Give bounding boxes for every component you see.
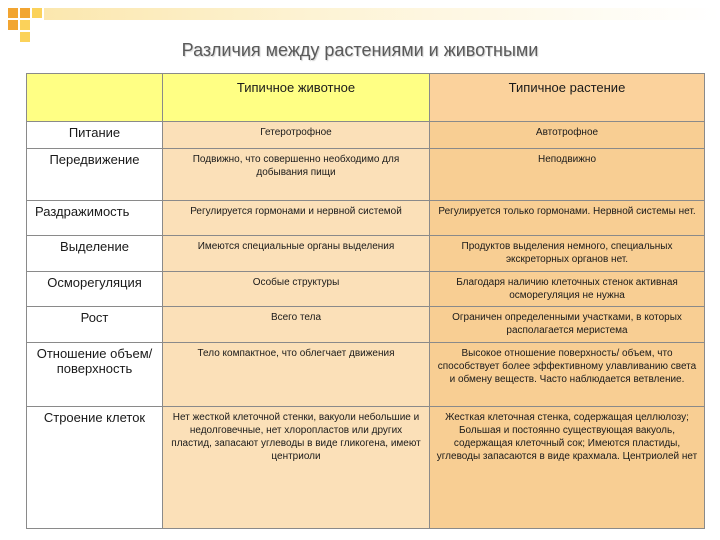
plant-cell	[430, 236, 705, 272]
table-row	[27, 236, 705, 272]
plant-cell	[430, 407, 705, 529]
comparison-table	[26, 73, 705, 529]
header-gradient-bar	[44, 8, 720, 20]
plant-text: Регулируется только гормонами. Нервной системы нет.	[438, 206, 696, 217]
plant-cell	[430, 122, 705, 149]
row-label-cell	[27, 122, 163, 149]
row-label: Выделение	[60, 239, 129, 254]
corner-decoration-square	[20, 8, 30, 18]
animal-cell	[163, 201, 430, 236]
animal-text: Всего тела	[270, 312, 322, 323]
row-label-cell	[27, 343, 163, 407]
plant-text: Ограничен определенными участками, в которых располагается меристема	[452, 312, 682, 336]
header-corner-cell	[27, 74, 163, 122]
row-label: Рост	[80, 310, 109, 325]
slide-title: Различия между растениями и животными	[181, 40, 539, 60]
header-animal-cell: Типичное животное	[163, 74, 430, 122]
animal-text: Гетеротрофное	[260, 127, 332, 138]
animal-cell	[163, 122, 430, 149]
row-label-cell	[27, 236, 163, 272]
animal-cell	[163, 343, 430, 407]
table-row	[27, 343, 705, 407]
animal-text: Подвижно, что совершенно необходимо для добывания пищи	[192, 154, 400, 178]
plant-text: Высокое отношение поверхность/ объем, что способствует более эффективному улавливанию света и обмену веществ. Часто наблюдается ветвление.	[437, 348, 697, 385]
row-label: Строение клеток	[43, 410, 146, 425]
table-row	[27, 407, 705, 529]
table-row	[27, 149, 705, 201]
plant-cell	[430, 272, 705, 307]
row-label: Раздражимость	[35, 204, 130, 219]
animal-cell	[163, 307, 430, 343]
animal-text: Имеются специальные органы выделения	[197, 241, 395, 252]
row-label-cell	[27, 149, 163, 201]
row-label: Отношение объем/ поверхность	[36, 346, 153, 376]
corner-decoration-square	[20, 20, 30, 30]
animal-cell	[163, 272, 430, 307]
row-label: Передвижение	[49, 152, 140, 167]
plant-text: Неподвижно	[537, 154, 597, 165]
row-label-cell	[27, 272, 163, 307]
table-row	[27, 122, 705, 149]
corner-decoration-square	[8, 8, 18, 18]
plant-text: Продуктов выделения немного, специальных экскреторных органов нет.	[461, 241, 673, 265]
plant-cell	[430, 149, 705, 201]
plant-cell	[430, 307, 705, 343]
animal-cell	[163, 407, 430, 529]
animal-text: Нет жесткой клеточной стенки, вакуоли небольшие и недолговечные, нет хлоропластов или других пластид, запасают углеводы в виде гликогена, имеют центриоли	[171, 412, 421, 462]
row-label: Осморегуляция	[47, 275, 142, 290]
animal-text: Тело компактное, что облегчает движения	[197, 348, 395, 359]
corner-decoration-square	[8, 20, 18, 30]
plant-cell	[430, 343, 705, 407]
table-row	[27, 272, 705, 307]
corner-decoration-square	[32, 8, 42, 18]
animal-text: Особые структуры	[252, 277, 340, 288]
table-row	[27, 201, 705, 236]
animal-cell	[163, 149, 430, 201]
header-plant-cell: Типичное растение	[430, 74, 705, 122]
plant-text: Автотрофное	[535, 127, 599, 138]
plant-text: Благодаря наличию клеточных стенок активная осморегуляция не нужна	[456, 277, 678, 301]
row-label-cell	[27, 201, 163, 236]
animal-cell	[163, 236, 430, 272]
row-label-cell	[27, 407, 163, 529]
plant-text: Жесткая клеточная стенка, содержащая целлюлозу; Большая и постоянно существующая вакуоль, содержащая клеточный сок; Имеются пластиды, углеводы запасаются в виде крахмала. Центриолей нет	[436, 412, 698, 462]
row-label: Питание	[68, 125, 121, 140]
plant-cell	[430, 201, 705, 236]
row-label-cell	[27, 307, 163, 343]
table-row	[27, 307, 705, 343]
table-header-row	[27, 74, 705, 122]
animal-text: Регулируется гормонами и нервной системой	[190, 206, 402, 217]
